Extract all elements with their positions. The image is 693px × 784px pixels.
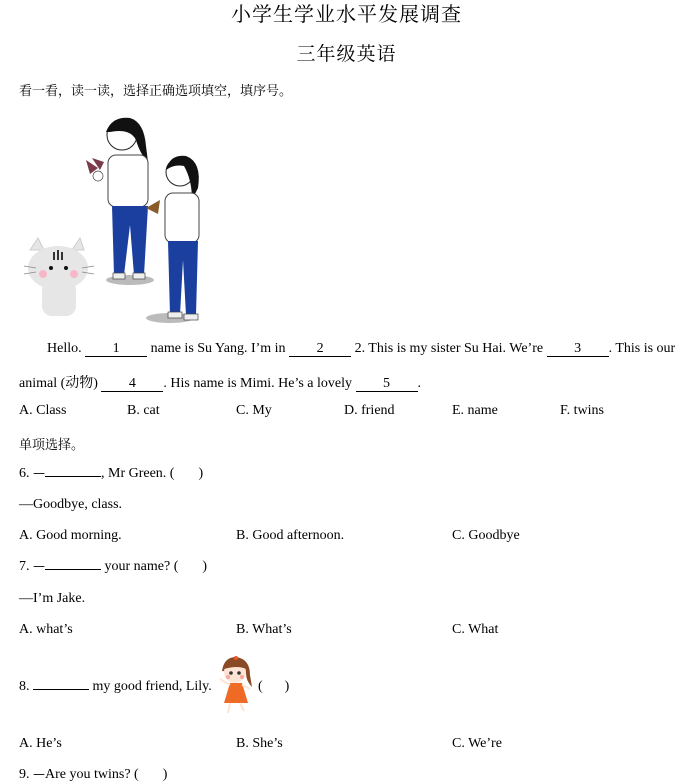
- option-d: D. friend: [344, 403, 395, 418]
- question-6: [19, 466, 203, 482]
- q6-option-a: A. Good morning.: [19, 528, 122, 543]
- question-text: my good friend, Lily.: [89, 679, 212, 694]
- question-8-paren[interactable]: [258, 679, 289, 695]
- paren-open: (: [258, 679, 263, 694]
- document-title: 小学生学业水平发展调查: [231, 2, 462, 26]
- two-girls-and-cat-illustration: [20, 110, 205, 325]
- girl-in-orange-dress-illustration: [216, 655, 256, 717]
- blank-1[interactable]: 1: [85, 342, 147, 357]
- passage-line-2: [19, 372, 421, 392]
- answer-blank[interactable]: [45, 476, 101, 477]
- option-b: B. cat: [127, 403, 160, 418]
- q7-option-c: C. What: [452, 622, 499, 637]
- passage-text: . This is our: [608, 341, 676, 356]
- section1-instruction: 看一看，读一读，选择正确选项填空，填序号。: [19, 84, 293, 99]
- answer-blank[interactable]: [45, 569, 101, 570]
- question-number: 8.: [19, 679, 33, 694]
- option-f: F. twins: [560, 403, 605, 418]
- passage-text: 2. This is my sister Su Hai. We’re: [354, 341, 544, 356]
- q7-option-a: A. what’s: [19, 622, 73, 637]
- question-text: your name? (: [101, 559, 179, 574]
- paren-close: ): [284, 679, 290, 694]
- dash: —: [33, 559, 45, 573]
- question-7-reply: —I’m Jake.: [19, 591, 86, 606]
- answer-blank[interactable]: [33, 689, 89, 690]
- blank-4[interactable]: 4: [101, 377, 163, 392]
- passage-text: . His name is Mimi. He’s a lovely: [163, 376, 353, 391]
- blank-2[interactable]: 2: [289, 342, 351, 357]
- q8-option-c: C. We’re: [452, 736, 502, 751]
- question-number: 9.: [19, 767, 33, 782]
- question-6-reply: —Goodbye, class.: [19, 497, 123, 512]
- passage-text: name is Su Yang. I’m in: [150, 341, 286, 356]
- q6-option-c: C. Goodbye: [452, 528, 520, 543]
- option-a: A. Class: [19, 403, 67, 418]
- document-subtitle: 三年级英语: [296, 43, 397, 65]
- dash: —: [33, 466, 45, 480]
- question-number: 6.: [19, 466, 33, 481]
- q6-option-b: B. Good afternoon.: [236, 528, 345, 543]
- passage-text: animal (动物): [19, 376, 98, 391]
- question-8: [19, 679, 212, 695]
- section2-instruction: 单项选择。: [19, 438, 85, 453]
- option-e: E. name: [452, 403, 498, 418]
- blank-5[interactable]: 5: [356, 377, 418, 392]
- blank-3[interactable]: 3: [547, 342, 609, 357]
- question-9: [19, 767, 167, 783]
- passage-text: Hello.: [47, 341, 82, 356]
- q8-option-a: A. He’s: [19, 736, 62, 751]
- paren-close: ): [162, 767, 168, 782]
- question-number: 7.: [19, 559, 33, 574]
- dash: —: [33, 767, 45, 781]
- question-7: [19, 559, 207, 575]
- passage-text: .: [417, 376, 422, 391]
- option-c: C. My: [236, 403, 272, 418]
- question-text: Are you twins? (: [45, 767, 139, 782]
- passage-line-1: [47, 341, 675, 357]
- q7-option-b: B. What’s: [236, 622, 292, 637]
- paren-close: ): [198, 466, 204, 481]
- q8-option-b: B. She’s: [236, 736, 283, 751]
- question-text: , Mr Green. (: [101, 466, 175, 481]
- paren-close: ): [202, 559, 208, 574]
